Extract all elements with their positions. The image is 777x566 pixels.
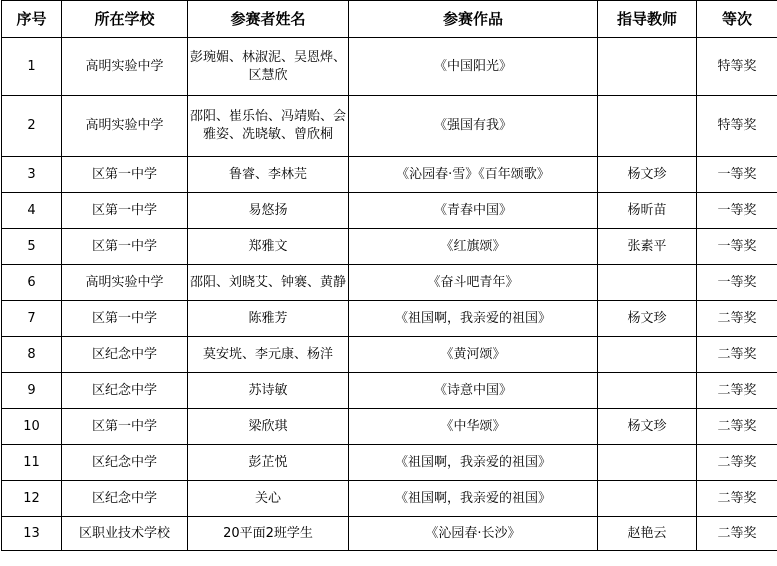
cell-teacher bbox=[598, 38, 697, 96]
cell-teacher: 杨文珍 bbox=[598, 301, 697, 337]
table-row bbox=[2, 157, 777, 193]
header-names: 参赛者姓名 bbox=[188, 1, 349, 38]
cell-school: 区第一中学 bbox=[62, 229, 188, 265]
cell-work: 《沁园春·长沙》 bbox=[349, 517, 598, 551]
cell-award: 二等奖 bbox=[697, 445, 777, 481]
table-row bbox=[2, 481, 777, 517]
cell-teacher bbox=[598, 337, 697, 373]
cell-school: 区纪念中学 bbox=[62, 445, 188, 481]
cell-work: 《沁园春·雪》《百年颂歌》 bbox=[349, 157, 598, 193]
cell-school: 区职业技术学校 bbox=[62, 517, 188, 551]
cell-no: 8 bbox=[2, 337, 62, 373]
cell-award: 一等奖 bbox=[697, 157, 777, 193]
cell-no: 6 bbox=[2, 265, 62, 301]
table-row bbox=[2, 265, 777, 301]
cell-work: 《黄河颂》 bbox=[349, 337, 598, 373]
cell-names: 彭芷悦 bbox=[188, 445, 349, 481]
cell-award: 特等奖 bbox=[697, 38, 777, 96]
cell-school: 区纪念中学 bbox=[62, 373, 188, 409]
cell-teacher bbox=[598, 373, 697, 409]
cell-no: 1 bbox=[2, 38, 62, 96]
cell-work: 《红旗颂》 bbox=[349, 229, 598, 265]
cell-school: 区第一中学 bbox=[62, 157, 188, 193]
cell-names: 郑雅文 bbox=[188, 229, 349, 265]
cell-no: 10 bbox=[2, 409, 62, 445]
cell-teacher bbox=[598, 445, 697, 481]
cell-no: 12 bbox=[2, 481, 62, 517]
cell-names: 彭琬媚、林淑泥、吴恩烨、区慧欣 bbox=[188, 38, 349, 96]
cell-teacher: 杨昕苗 bbox=[598, 193, 697, 229]
cell-no: 3 bbox=[2, 157, 62, 193]
cell-award: 一等奖 bbox=[697, 229, 777, 265]
cell-names: 苏诗敏 bbox=[188, 373, 349, 409]
cell-work: 《青春中国》 bbox=[349, 193, 598, 229]
cell-teacher: 杨文珍 bbox=[598, 157, 697, 193]
cell-award: 二等奖 bbox=[697, 517, 777, 551]
table-row bbox=[2, 409, 777, 445]
cell-work: 《中华颂》 bbox=[349, 409, 598, 445]
cell-names: 邵阳、刘晓艾、钟褰、黄静 bbox=[188, 265, 349, 301]
cell-school: 高明实验中学 bbox=[62, 38, 188, 96]
cell-names: 梁欣琪 bbox=[188, 409, 349, 445]
table-row bbox=[2, 301, 777, 337]
cell-work: 《祖国啊，我亲爱的祖国》 bbox=[349, 481, 598, 517]
cell-teacher: 杨文珍 bbox=[598, 409, 697, 445]
header-award: 等次 bbox=[697, 1, 777, 38]
cell-names: 鲁睿、李林芫 bbox=[188, 157, 349, 193]
cell-work: 《祖国啊，我亲爱的祖国》 bbox=[349, 445, 598, 481]
header-work: 参赛作品 bbox=[349, 1, 598, 38]
cell-no: 2 bbox=[2, 96, 62, 157]
awards-table bbox=[1, 0, 777, 551]
cell-work: 《诗意中国》 bbox=[349, 373, 598, 409]
cell-award: 特等奖 bbox=[697, 96, 777, 157]
cell-award: 二等奖 bbox=[697, 409, 777, 445]
cell-names: 陈雅芳 bbox=[188, 301, 349, 337]
table-row bbox=[2, 373, 777, 409]
table-row bbox=[2, 517, 777, 551]
header-row bbox=[2, 1, 777, 38]
cell-names: 莫安垙、李元康、杨洋 bbox=[188, 337, 349, 373]
cell-award: 一等奖 bbox=[697, 193, 777, 229]
cell-school: 高明实验中学 bbox=[62, 96, 188, 157]
cell-teacher bbox=[598, 96, 697, 157]
table-row bbox=[2, 445, 777, 481]
cell-teacher bbox=[598, 481, 697, 517]
cell-names: 易悠扬 bbox=[188, 193, 349, 229]
header-no: 序号 bbox=[2, 1, 62, 38]
cell-school: 区第一中学 bbox=[62, 301, 188, 337]
cell-no: 7 bbox=[2, 301, 62, 337]
cell-work: 《中国阳光》 bbox=[349, 38, 598, 96]
cell-award: 二等奖 bbox=[697, 481, 777, 517]
cell-award: 二等奖 bbox=[697, 301, 777, 337]
cell-award: 一等奖 bbox=[697, 265, 777, 301]
cell-work: 《强国有我》 bbox=[349, 96, 598, 157]
cell-work: 《祖国啊，我亲爱的祖国》 bbox=[349, 301, 598, 337]
header-school: 所在学校 bbox=[62, 1, 188, 38]
cell-award: 二等奖 bbox=[697, 373, 777, 409]
cell-no: 9 bbox=[2, 373, 62, 409]
cell-school: 区第一中学 bbox=[62, 193, 188, 229]
cell-no: 13 bbox=[2, 517, 62, 551]
cell-award: 二等奖 bbox=[697, 337, 777, 373]
cell-school: 区纪念中学 bbox=[62, 337, 188, 373]
cell-names: 关心 bbox=[188, 481, 349, 517]
cell-school: 区纪念中学 bbox=[62, 481, 188, 517]
cell-work: 《奋斗吧青年》 bbox=[349, 265, 598, 301]
table-row bbox=[2, 96, 777, 157]
table-row bbox=[2, 337, 777, 373]
cell-teacher: 赵艳云 bbox=[598, 517, 697, 551]
cell-teacher: 张素平 bbox=[598, 229, 697, 265]
header-teacher: 指导教师 bbox=[598, 1, 697, 38]
cell-names: 20平面2班学生 bbox=[188, 517, 349, 551]
table-row bbox=[2, 193, 777, 229]
cell-no: 5 bbox=[2, 229, 62, 265]
cell-school: 区第一中学 bbox=[62, 409, 188, 445]
cell-school: 高明实验中学 bbox=[62, 265, 188, 301]
cell-no: 4 bbox=[2, 193, 62, 229]
cell-teacher bbox=[598, 265, 697, 301]
table-row bbox=[2, 38, 777, 96]
cell-no: 11 bbox=[2, 445, 62, 481]
table-row bbox=[2, 229, 777, 265]
cell-names: 邵阳、崔乐怡、冯靖贻、会雅姿、冼晓敏、曾欣桐 bbox=[188, 96, 349, 157]
